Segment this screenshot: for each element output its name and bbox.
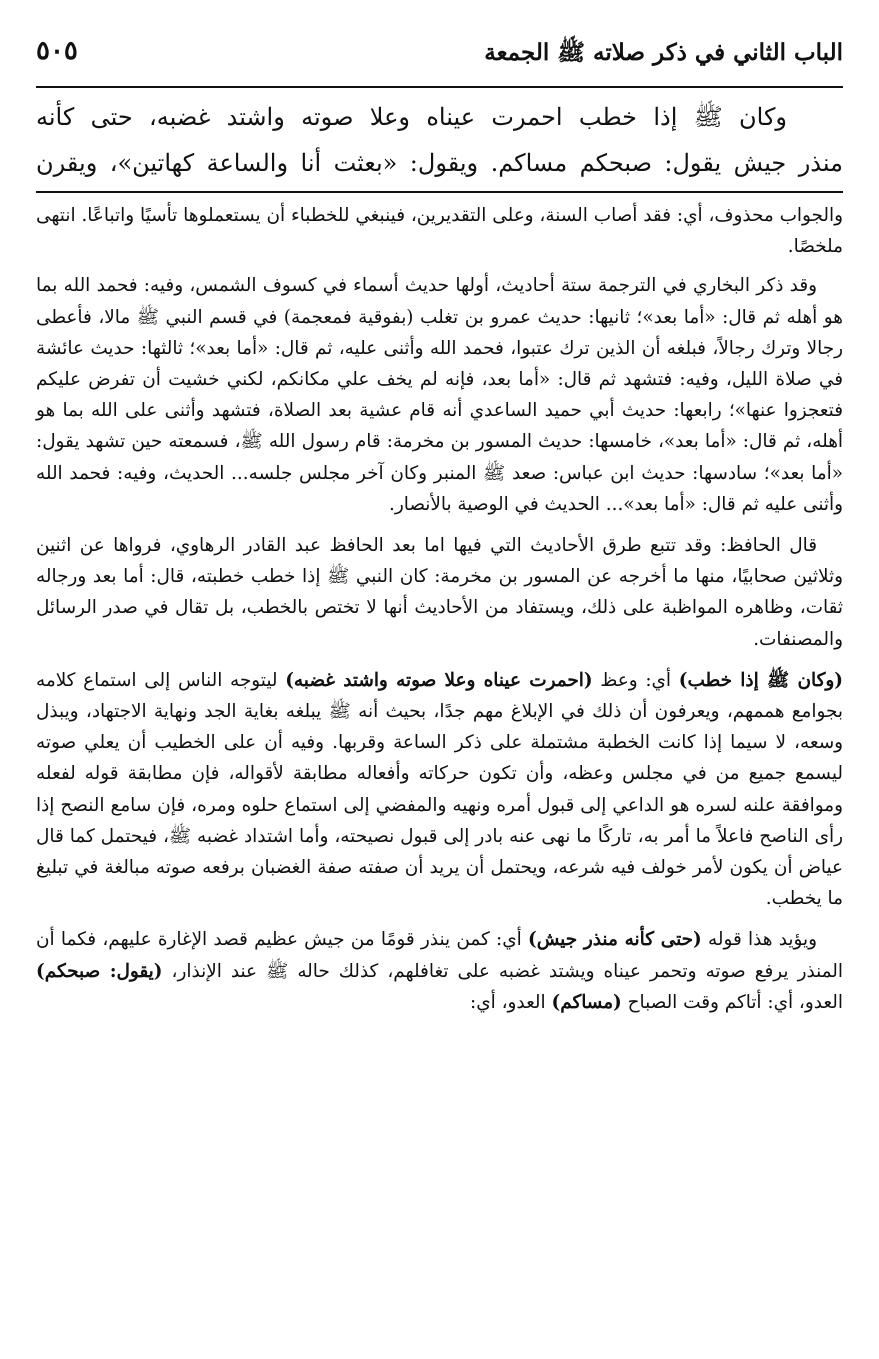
hadith-line-1: وكان ﷺ إذا خطب احمرت عيناه وعلا صوته واشتد غضبه، حتى كأنه [36,103,787,131]
commentary-paragraph-4 [36,665,843,915]
commentary-paragraph-1: والجواب محذوف، أي: فقد أصاب السنة، وعلى التقديرين، فينبغي للخطباء أن يستعملوها تأسيًا واتباعًا. انتهى ملخصًا. [36,205,843,258]
commentary-text: ليتوجه الناس إلى استماع كلامه بجوامع هممهم، ويعرفون أن ذلك في الإبلاغ مهم جدًا، بحيث أنه ﷺ يبلغه بغاية الجد ونهاية الاجتهاد، ويبذل وسعه، لا سيما إذا كانت الخطبة مشتملة على ذكر الساعة وقربها. وفيه أن على الخطيب أن يعلي صوته ليسمع جميع من في مجلس وعظه، وأن تكون حركاته وأفعاله مطابقة لأقواله، فإن مطابقة قوله لفعله وموافقة علنه لسره هو الداعي إلى قبول أمره ونهيه والمفضي إلى استماع حلوه ومره، فإن سامع النصح إذا رأى الناصح فاعلاً ما أمر به، تاركًا ما نهى عنه بادر إلى قبول نصيحته، وأما اشتداد غضبه ﷺ، فيحتمل كما قال عياض أن يكون لأمر خولف فيه شرعه، ويحتمل أن يريد أن صفته صفة الغضبان برفعه صوته مبالغة في تبليغ ما يخطب. [36,669,843,910]
quoted-matn: (حتى كأنه منذر جيش) [528,929,702,951]
commentary-text: ويؤيد هذا قوله [701,929,817,951]
hadith-text-block [36,94,843,186]
page-number: ٥٠٥ [36,36,78,66]
text-commentary-divider [36,191,843,193]
chapter-title: الباب الثاني في ذكر صلاته ﷺ الجمعة [484,39,843,66]
commentary-text: العدو، أي: أتاكم وقت الصباح [621,991,843,1013]
quoted-matn: (مساكم) [551,991,622,1013]
commentary-block [36,200,843,1028]
commentary-text: العدو، أي: [470,991,552,1013]
quoted-matn: (وكان ﷺ إذا خطب) [678,669,843,691]
commentary-paragraph-3: قال الحافظ: وقد تتبع طرق الأحاديث التي فيها اما بعد الحافظ عبد القادر الرهاوي، فرواها عن اثنين وثلاثين صحابيًا، منها ما أخرجه عن المسور بن مخرمة: كان النبي ﷺ إذا خطب خطبته، قال: أما بعد ورجاله ثقات، وظاهره المواظبة على ذلك، ويستفاد من الأحاديث أنها لا تختص بالخطب، بل تقال في صدر الرسائل والمصنفات. [36,535,843,650]
commentary-text: أي: وعظ [592,669,679,691]
commentary-paragraph-5 [36,924,843,1018]
commentary-text: أي: كمن ينذر قومًا من جيش عظيم قصد الإغارة عليهم، فكما أن المنذر يرفع صوته وتحمر عيناه ويشتد غضبه على تغافلهم، كذلك حاله ﷺ عند الإنذار، [36,929,844,982]
page-header [36,34,843,80]
commentary-paragraph-2: وقد ذكر البخاري في الترجمة ستة أحاديث، أولها حديث أسماء في كسوف الشمس، وفيه: فحمد الله بما هو أهله ثم قال: «أما بعد»؛ ثانيها: حديث عمرو بن تغلب (بفوقية فمعجمة) في قسم النبي ﷺ مالا، فأعطى رجالا وترك رجالاً، فبلغه أن الذين ترك عتبوا، فحمد الله وأثنى عليه، ثم قال: «أما بعد»؛ ثالثها: حديث عائشة في صلاة الليل، وفيه: فتشهد ثم قال: «أما بعد، فإنه لم يخف علي مكانكم، لكني خشيت أن تفرض عليكم فتعجزوا عنها»؛ رابعها: حديث أبي حميد الساعدي أنه قام عشية بعد الصلاة، فتشهد وأثنى على الله بما هو أهله، ثم قال: «أما بعد»، خامسها: حديث المسور بن مخرمة: قام رسول الله ﷺ، فسمعته حين تشهد يقول: «أما بعد»؛ سادسها: حديث ابن عباس: صعد ﷺ المنبر وكان آخر مجلس جلسه... الحديث، وفيه: فحمد الله وأثنى عليه ثم قال: «أما بعد»... الحديث في الوصية بالأنصار. [36,275,843,515]
header-divider [36,86,843,88]
quoted-matn: (احمرت عيناه وعلا صوته واشتد غضبه) [285,669,593,691]
hadith-line-2: منذر جيش يقول: صبحكم مساكم. ويقول: «بعثت أنا والساعة كهاتين»، ويقرن [36,149,843,177]
quoted-matn: (يقول: صبحكم) [36,960,163,982]
